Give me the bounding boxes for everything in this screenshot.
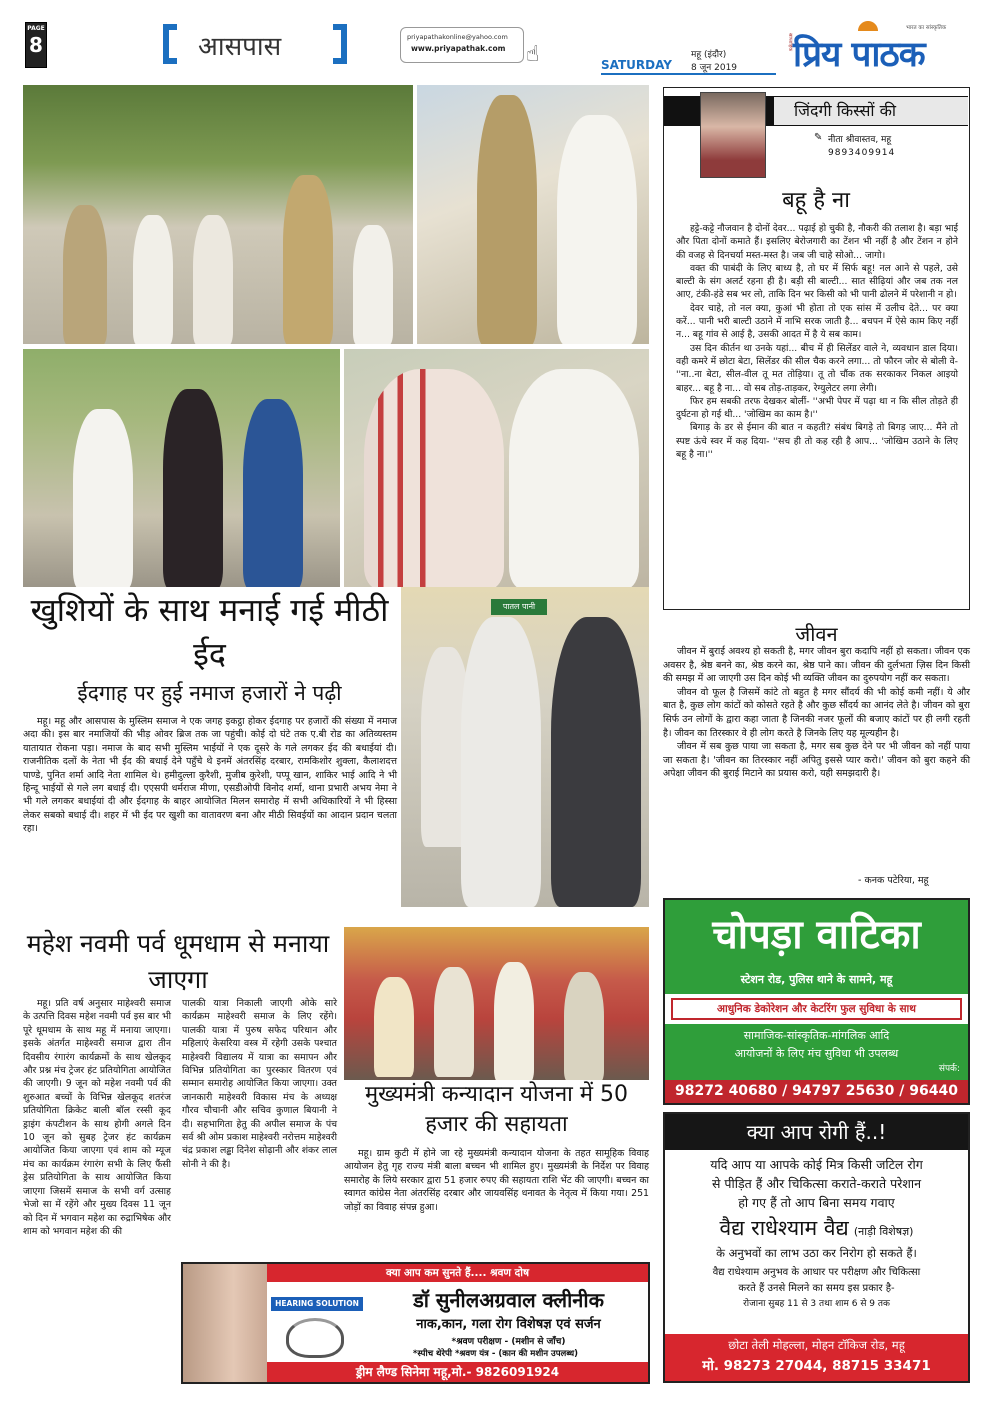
vaidya-ad [663, 1112, 970, 1383]
section-title: आसपास [198, 32, 282, 62]
email-text: priyapathakonline@yahoo.com [407, 33, 508, 41]
mahesh-col2 [182, 997, 337, 1171]
vaidya-timing: रोजाना सुबह 11 से 3 तथा शाम 6 से 9 तक [743, 1299, 890, 1309]
hearing-ear-photo [183, 1264, 267, 1382]
paper-name: प्रिय पाठक [793, 35, 925, 75]
section-bracket-left [163, 24, 177, 64]
hearing-aid-icon [286, 1318, 344, 1358]
column-paragraph: वक्त की पाबंदी के लिए बाध्य है, तो घर में सिर्फ बहू! नल आने से पहले, उसे बाल्टी के संग अलर्ट रहना ही है। बड़ी सी बाल्टी... सात सीढ़ियां और जब तक नल आए, टंकी-हंडे सब भर लो, ताकि दिन भर किसी को भी पानी ढोलने में परेशानी न हो। [676, 262, 958, 301]
hearing-footer: ड्रीम लैण्ड सिनेमा महू,मो.- 9826091924 [267, 1362, 648, 1382]
vaidya-title-band [665, 1114, 968, 1150]
paper-tag-left: साप्ताहिक [787, 33, 793, 52]
vaidya-line2: से पीड़ित हैं और चिकित्सा कराते-कराते परेशान [711, 1176, 922, 1191]
column-author: नीता श्रीवास्तव, महू [828, 135, 892, 145]
chopra-title: चोपड़ा वाटिका [712, 912, 921, 958]
section-bracket-right [333, 24, 347, 64]
sign-text: पातल पानी [502, 602, 536, 611]
sign-board [491, 599, 547, 615]
chopra-info-band [665, 1024, 968, 1080]
sun-logo-icon [848, 17, 888, 31]
vaidya-line1: यदि आप या आपके कोई मित्र किसी जटिल रोग [710, 1157, 923, 1172]
hearing-ad [181, 1262, 650, 1384]
page-label: PAGE [27, 25, 45, 32]
vaidya-line6: करते हैं उनसे मिलने का समय इस प्रकार है- [738, 1283, 895, 1294]
photo-two-men-eid [344, 349, 649, 587]
contact-box [400, 27, 524, 63]
vaidya-line3: हो गए हैं तो आप बिना समय गवाए [738, 1195, 895, 1210]
photo-officer-embrace [417, 85, 649, 344]
page-number: 8 [29, 33, 43, 57]
eid-headline: खुशियों के साथ मनाई गई मीठी ईद [30, 591, 389, 673]
vaidya-line4: के अनुभवों का लाभ उठा कर निरोग हो सकते हैं। [716, 1246, 917, 1260]
chopra-contact-label: संपर्क: [938, 1064, 960, 1074]
chopra-ad [663, 898, 970, 1105]
hearing-brand: HEARING SOLUTION [271, 1297, 363, 1311]
chopra-line2: आयोजनों के लिए मंच सुविधा भी उपलब्ध [734, 1047, 899, 1060]
author-photo [700, 92, 766, 178]
column-header-label [774, 97, 968, 125]
hearing-clinic: डॉ सुनीलअग्रवाल क्लीनीक [413, 1288, 604, 1312]
column-phone: 9893409914 [828, 148, 896, 158]
column-paragraph: फिर हम सबकी तरफ देखकर बोलीं- ''अभी पेपर में पढ़ा था न कि सील तोड़ते ही दुर्घटना हो गई थी... 'जोखिम का काम है।'' [676, 395, 958, 421]
vaidya-address: छोटा तेली मोहल्ला, मोहन टॉकिज रोड, महू [728, 1338, 905, 1352]
photo-kanyadaan-event [344, 927, 649, 1080]
chopra-title-band [665, 900, 968, 972]
hearing-specialty: नाक,कान, गला रोग विशेषज्ञ एवं सर्जन [416, 1317, 601, 1332]
date-label: 8 जून 2019 [691, 63, 738, 73]
column-paragraph: देवर चाहे, तो नल क्या, कुआं भी होता तो एक सांस में उलीच देते... पर क्या करें... पानी भरी बाल्टी उठाने में नाभि सरक जाती है... बचपन में ऐसे काम किए नहीं न... बहू गांव से आई है, उसकी आदत में है ये सब काम। [676, 302, 958, 341]
photo-eid-police-officials [23, 85, 413, 344]
chopra-feature: आधुनिक डेकोरेशन और केटरिंग फुल सुविधा के साथ [671, 998, 962, 1020]
mahesh-col1 [23, 997, 171, 1238]
website-text: www.priyapathak.com [411, 44, 506, 53]
pen-icon: ✎ [814, 132, 823, 143]
vaidya-name: वैद्य राधेश्याम वैद्य [719, 1216, 849, 1240]
jeevan-paragraph: जीवन में बुराई अवश्य हो सकती है, मगर जीवन बुरा कदापि नहीं हो सकता। जीवन एक अवसर है, श्रेष्ठ बनने का, श्रेष्ठ करने का, श्रेष्ठ पाने का। जीवन की दुर्लभता ज़िस दिन किसी की समझ में आ जाएगी उस दिन कोई भी व्यक्ति जीवन का दुरुपयोग नहीं कर सकता। [663, 646, 970, 685]
day-label: SATURDAY [601, 58, 672, 72]
chopra-address: स्टेशन रोड, पुलिस थाने के सामने, महू [665, 972, 968, 994]
photo-children-eid [23, 349, 340, 587]
jeevan-paragraph: जीवन में सब कुछ पाया जा सकता है, मगर सब कुछ देने पर भी जीवन को नहीं पाया जा सकता है। 'जीवन का तिरस्कार नहीं अपितु इससे प्यार करो।' जीवन को बुरा कहने की अपेक्षा जीवन की बुराई मिटाने का प्रयास करो, यही समझदारी है। [663, 741, 970, 780]
vaidya-name-row [665, 1214, 968, 1242]
masthead-divider [601, 73, 776, 75]
hearing-top-band [267, 1264, 648, 1282]
hearing-line2: *स्पीच थेरेपी *श्रवण यंत्र - (कान की मशीन उपलब्ध) [412, 1349, 579, 1359]
mahesh-paragraph: पालकी यात्रा निकाली जाएगी ओके सारे कार्यक्रम माहेश्वरी समाज के लिए रहेंगे। पालकी यात्रा में पुरुष सफेद परिधान और महिलाएं केसरिया वस्त्र में रहेगी उसके पश्चात माहेश्वरी विद्यालय में यात्रा का समापन और विभिन्न प्रतियोगिता का पुरस्कार वितरण एवं सम्मान समारोह आयोजित किया जाएगा। उक्त जानकारी माहेश्वरी विकास मंच के अध्यक्ष गौरव चौचानी और सचिव कुणाल बियानी ने दी। सहभागिता हेतु की अपील समाज के पंच सर्व श्री ओम प्रकाश माहेश्वरी नरोत्तम माहेश्वरी चंद्र प्रकाश लड्ढा दिनेश सोढ़ानी और शंकर लाल सोनी ने की है। [182, 998, 337, 1170]
kanyadaan-body [344, 1147, 649, 1214]
hearing-line1: *श्रवण परीक्षण - (मशीन से जाँच) [451, 1337, 566, 1347]
eid-subhead: ईदगाह पर हुई नमाज हजारों ने पढ़ी [77, 681, 342, 705]
vaidya-contact-band [665, 1334, 968, 1381]
page-number-box [25, 22, 47, 68]
column-paragraph: हट्टे-कट्टे नौजवान है दोनों देवर... पढ़ाई हो चुकी है, नौकरी की तलाश है। बड़ा भाई और पिता दोनों कमाते हैं। इसलिए बेरोजगारी का टेंशन भी नहीं है और टेंशन न होने की वजह से दिनचर्या मस्त-मस्त है। जब जी चाहे सोओ... जागो। [676, 223, 958, 261]
chopra-phones: 98272 40680 / 94797 25630 / 96440 [665, 1080, 968, 1103]
jeevan-author: - कनक पटेरिया, महू [858, 875, 929, 886]
chopra-line1: सामाजिक-सांस्कृतिक-मांगलिक आदि [743, 1029, 890, 1042]
mahesh-paragraph: महू। प्रति वर्ष अनुसार माहेश्वरी समाज के उत्पत्ति दिवस महेश नवमी पर्व इस बार भी पूरे धूमधाम के साथ महू में मनाया जाएगा। इसके अंतर्गत माहेश्वरी समाज द्वारा तीन दिवसीय रंगारंग कार्यक्रमों के साथ खेलकूद और प्रश्न मंच ट्रेजर हंट प्रतियोगिता आयोजित की जाएगी। 9 जून को महेश नवमी पर्व की शुरुआत बच्चों के विभिन्न खेलकूद शतरंज प्रतियोगिता क्रिकेट बाली बॉल रस्सी कूद ड्राइंग कंपटीशन के साथ होगी अगले दिन 10 जून को सुबह ट्रेजर हंट कार्यक्रम आयोजित किया जाएगा एवं शाम को म्यूज मंच का कार्यक्रम रंगारंग सभी के लिए फैंसी ड्रेस प्रतियोगिता के साथ आयोजित किया जाएगा जिसमें समाज के सभी वर्ग उत्साह भेजो सा में रहेंगे और मुख्य दिवस 11 जून को दिन में भगवान महेश का रुद्राभिषेक और शाम को भगवान महेश की की [23, 998, 171, 1237]
vaidya-name-note: (नाड़ी विशेषज्ञ) [853, 1225, 914, 1238]
photo-eid-child-group [401, 587, 649, 907]
mahesh-headline: महेश नवमी पर्व धूमधाम से मनाया जाएगा [26, 929, 330, 994]
jeevan-title: जीवन [795, 622, 838, 646]
jeevan-paragraph: जीवन वो फूल है जिसमें कांटे तो बहुत है मगर सौंदर्य की भी कोई कमी नहीं। ये और बात है, कुछ लोग कांटों को कोसते रहते है और कुछ सौंदर्य का आनंद लेते है। जीवन को बुरा सिर्फ उन लोगों के द्वारा कहा जाता है जिनकी नजर फूलों की बजाए कांटों पर ही लगी रहती है। जीवन का तिरस्कार वे ही लोग करते है जिनके लिए यह मूल्यहीन है। [663, 686, 970, 739]
column-title: बहू है ना [782, 188, 850, 213]
vaidya-phones: मो. 98273 27044, 88715 33471 [702, 1358, 931, 1374]
vaidya-title: क्या आप रोगी हैं..! [746, 1120, 887, 1144]
column-paragraph: उस दिन कीर्तन था उनके यहां... बीच में ही सिलेंडर वाले ने, व्यवधान डाल दिया। वही कमरे में छोटा बेटा, सिलेंडर की सील चैक करने लगा... तो फौरन जोर से बोली वे- ''ना..ना बेटा, सील-वील तू मत तोड़िया। तू तो चौंक तक सरकाकर निकल आइयो बाहर... बहू है ना... वो सब तोड़-ताड़कर, रेग्युलेटर लगा लेगी। [676, 342, 958, 394]
vaidya-line5: वैद्य राधेश्याम अनुभव के आधार पर परीक्षण और चिकित्सा [712, 1267, 921, 1278]
hearing-top-text: क्या आप कम सुनते हैं.... श्रवण दोष [385, 1267, 530, 1279]
eid-paragraph: महू। महू और आसपास के मुस्लिम समाज ने एक जगह इकट्ठा होकर ईदगाह पर हजारों की संख्या में नमाज अदा की। इस बार नमाजियों की भीड़ ओवर ब्रिज तक जा पहुंची। कोई दो घंटे तक ए.बी रोड का अतिव्यस्तम यातायात रोकना पड़ा। नमाज के बाद सभी मुस्लिम भाईयों ने एक दूसरे के गले लगकर ईद की बधाईयां दी। राजनीतिक दलों के नेता भी ईद की बधाई देने पहुँचे थे इनमें अंतरसिंह दरबार, रामकिशोर शुक्ला, कैलाशदत्त पाण्डे, पुनित शर्मा आदि नेता शामिल थे। हमीदुल्ला कुरैशी, मुजीब कुरेशी, पप्पू खान, शाकिर भाई आदि ने भी हिन्दू भाईयों से गले लग बधाई दी। एएसपी धर्मराज मीणा, एसडीओपी विनोद शर्मा, थाना प्रभारी अभय नेमा ने भी गले लगकर बधाईयां दी और ईदगाह के बाहर आयोजित मिलन समारोह में सभी अधिकारियों ने भी हिस्सा लेकर सबको बधाई दी। शहर में भी ईद पर खुशी का वातावरण बना और मीठी सिवईयों का आदान प्रदान चलता रहा। [23, 716, 397, 835]
column-paragraph: बिगाड़ के डर से ईमान की बात न कहती? संबंध बिगड़े तो बिगड़ जाए... मैंने तो स्पष्ट ऊंचे स्वर में कह दिया- ''सच ही तो कह रही है आप... 'जोखिम उठाने के लिए बहू है ना।'' [676, 422, 958, 461]
eid-body [23, 715, 397, 836]
city-label: महू (इंदौर) [691, 50, 727, 60]
column-box [663, 87, 970, 610]
column-body [676, 222, 958, 461]
column-header-text: जिंदगी किस्सों की [794, 101, 897, 120]
kanyadaan-headline: मुख्यमंत्री कन्यादान योजना में 50 हजार की सहायता [364, 1082, 629, 1137]
pointer-hand-icon: ☝ [526, 42, 540, 67]
kanyadaan-paragraph: महू। ग्राम कुटी में होने जा रहे मुख्यमंत्री कन्यादान योजना के तहत सामूहिक विवाह आयोजन हेतु गृह राज्य मंत्री बाला बच्चन भी शामिल हुए। मुख्यमंत्री के निर्देश पर विवाह समारोह के लिये सरकार द्वारा 51 हजार रुपए की सहायता राशि भेंट की जाएगी। बच्चन का स्वागत कांग्रेस नेता अंतरसिंह दरबार और जायवसिंह धनावत के नेतृत्व में किया गया। 251 जोड़ों का विवाह संपन्न हुआ। [344, 1148, 649, 1213]
paper-tag-right: भारत का सांस्कृतिक [906, 25, 947, 31]
jeevan-body [663, 645, 970, 781]
